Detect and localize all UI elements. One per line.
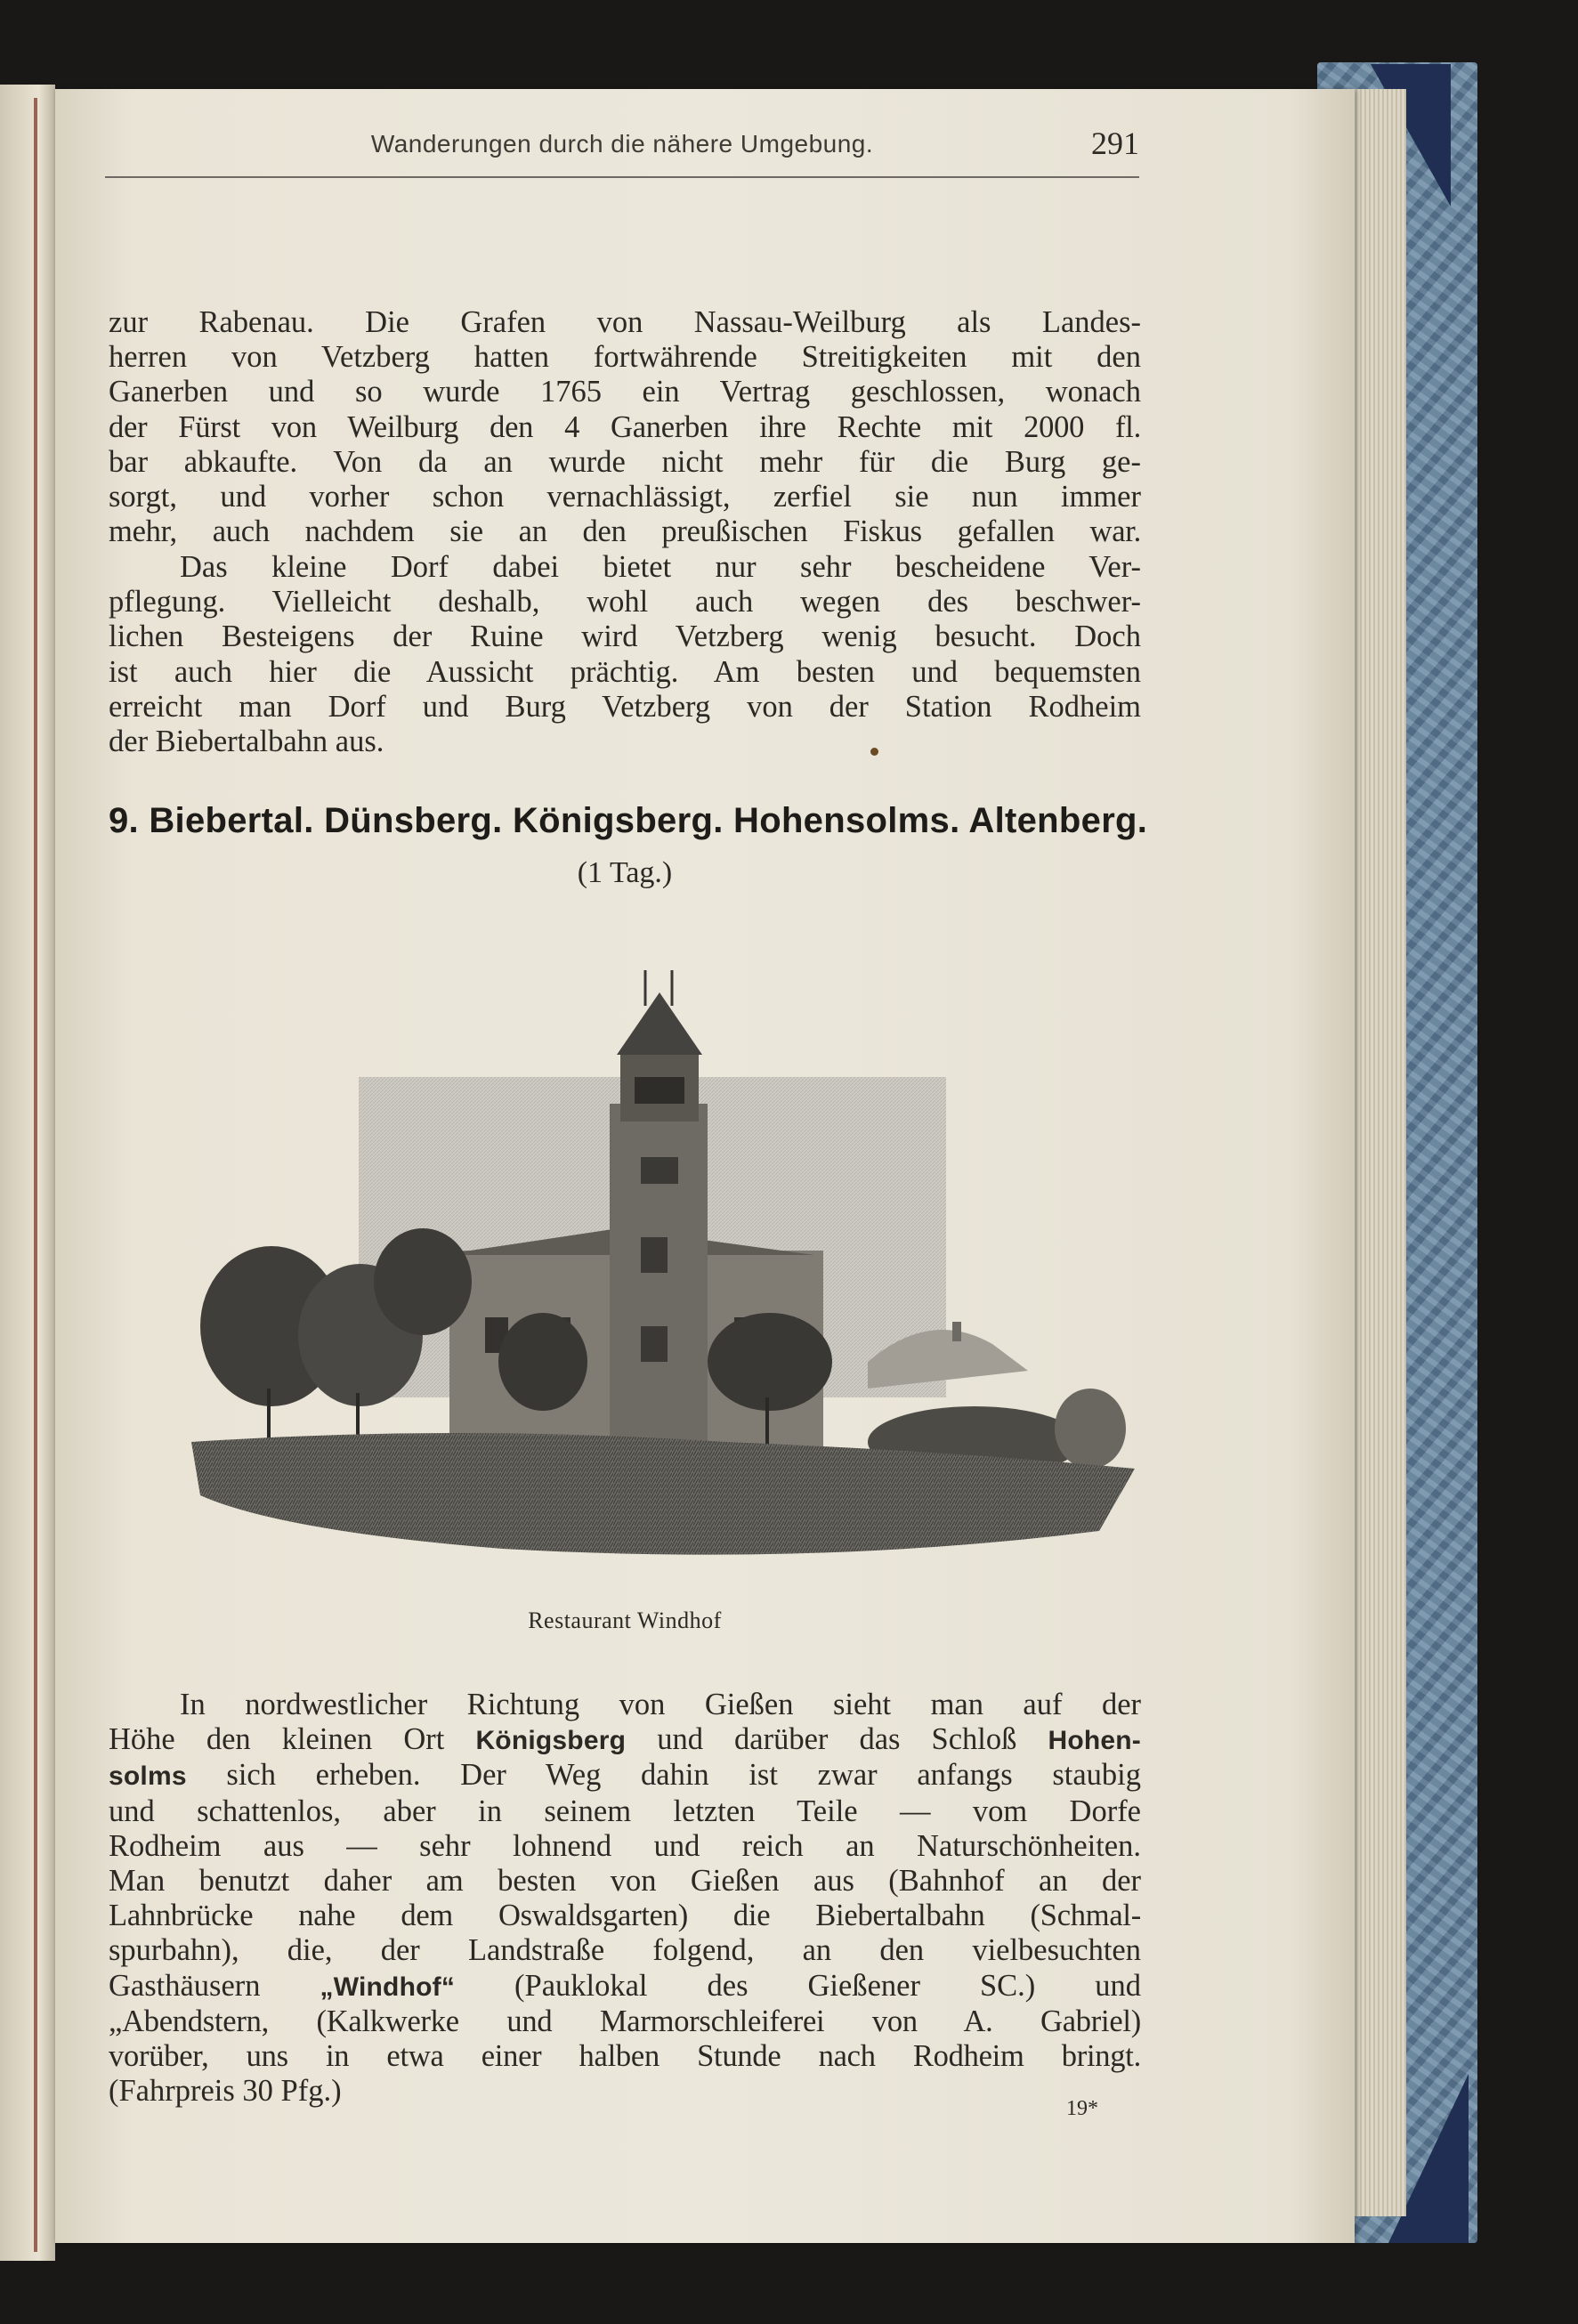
text-line: spurbahn), die, der Landstraße folgend, an den vielbesuchten [109,1933,1141,1968]
text-line: der Fürst von Weilburg den 4 Ganerben ihre Rechte mit 2000 fl. [109,409,1141,444]
restaurant-windhof-illustration [191,943,1144,1567]
text-run: sich erheben. Der Weg dahin ist zwar anfangs staubig [186,1758,1141,1793]
engraving-image [191,943,1144,1567]
place-name-koenigsberg: Königsberg [475,1726,627,1756]
text-line: ist auch hier die Aussicht prächtig. Am besten und bequemsten [109,654,1141,689]
text-line: vorüber, uns in etwa einer halben Stunde nach Rodheim bringt. [109,2039,1141,2074]
section-heading: 9. Biebertal. Dünsberg. Königsberg. Hohensolms. Altenberg. [109,801,1148,840]
text-line: erreicht man Dorf und Burg Vetzberg von der Station Rodheim [109,689,1141,724]
signature-mark: 19* [1066,2097,1098,2120]
text-line: zur Rabenau. Die Grafen von Nassau-Weilburg als Landes- [109,305,1141,339]
text-line: mehr, auch nachdem sie an den preußischen Fiskus gefallen war. [109,514,1141,549]
paragraph-vetzberg-history [109,305,1141,549]
text-run: und darüber das Schloß [626,1722,1048,1757]
text-line: und schattenlos, aber in seinem letzten Teile — vom Dorfe [109,1794,1141,1828]
text-line: (Fahrpreis 30 Pfg.) [109,2074,342,2109]
tower [610,1104,708,1451]
text-run: Höhe den kleinen Ort [109,1722,476,1757]
facing-page-edge [0,85,55,2261]
text-line: sorgt, und vorher schon vernachlässigt, zerfiel sie nun immer [109,480,1141,514]
text-line: bar abkaufte. Von da an wurde nicht mehr für die Burg ge- [109,444,1141,479]
text-line: Lahnbrücke nahe dem Oswaldsgarten) die Biebertalbahn (Schmal- [109,1899,1141,1933]
page-number: 291 [1091,126,1139,161]
text-line: herren von Vetzberg hatten fortwährende Streitigkeiten mit den [109,340,1141,375]
section-duration: (1 Tag.) [577,856,673,889]
place-name-hohensolms: Hohen- [1048,1726,1141,1756]
text-line: Das kleine Dorf dabei bietet nur sehr bescheidene Ver- [180,550,1141,584]
running-head [105,123,1139,178]
place-name-hohensolms-end: solms [109,1761,187,1792]
print-speck [870,748,878,756]
tree [708,1313,832,1411]
text-run: Gasthäusern [109,1968,320,2003]
text-line: der Biebertalbahn aus. [109,725,384,759]
tree [374,1228,472,1335]
figure-caption: Restaurant Windhof [528,1607,722,1633]
running-head-title: Wanderungen durch die nähere Umgebung. [370,130,874,158]
text-line: In nordwestlicher Richtung von Gießen sieht man auf der [180,1688,1141,1721]
paragraph-route-koenigsberg [109,1688,1141,2109]
text-line: lichen Besteigens der Ruine wird Vetzberg wenig besucht. Doch [109,619,1141,654]
text-line [109,1969,1141,2004]
text-line: Man benutzt daher am besten von Gießen aus (Bahnhof an der [109,1864,1141,1899]
text-line: Rodheim aus — sehr lohnend und reich an Naturschönheiten. [109,1828,1141,1863]
text-line: „Abendstern, (Kalkwerke und Marmorschleiferei von A. Gabriel) [109,2004,1141,2038]
paragraph-vetzberg-village [109,550,1141,759]
text-line [109,1758,1141,1794]
text-line: Ganerben und so wurde 1765 ein Vertrag geschlossen, wonach [109,375,1141,409]
tree [498,1313,587,1411]
spine-binding [34,98,37,2252]
text-line [109,1722,1141,1758]
text-line: pflegung. Vielleicht deshalb, wohl auch wegen des beschwer- [109,585,1141,619]
place-name-windhof: „Windhof“ [320,1972,456,2002]
text-run: (Pauklokal des Gießener SC.) und [455,1968,1142,2003]
